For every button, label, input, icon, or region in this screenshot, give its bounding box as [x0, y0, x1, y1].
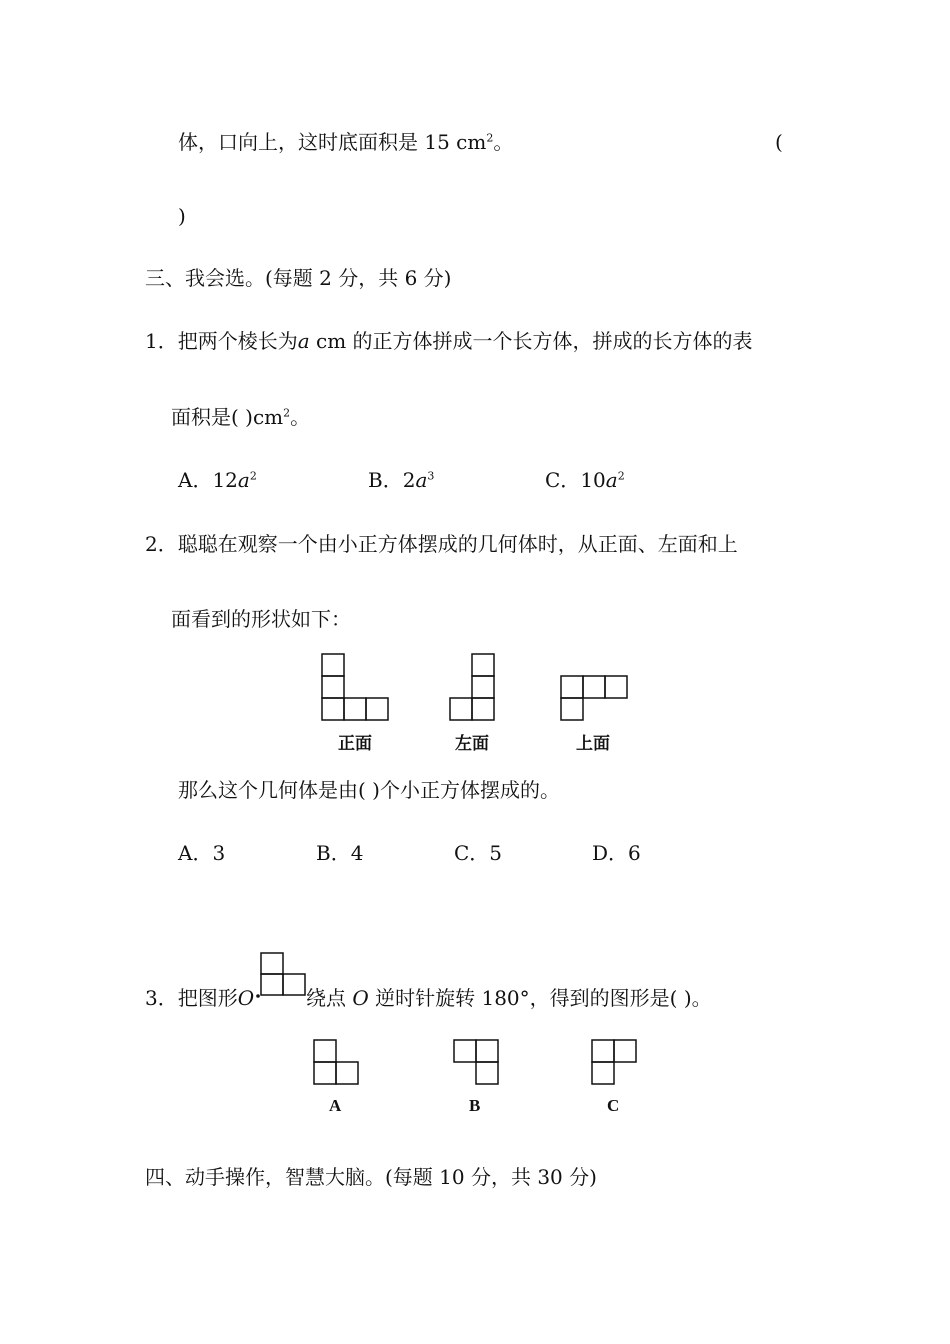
q3-point-o: O	[237, 986, 255, 1010]
q1-line2	[171, 404, 310, 430]
q1-number: 1．	[145, 329, 178, 353]
q2-line2: 面看到的形状如下：	[171, 607, 351, 631]
q3-text-a: 把图形	[177, 986, 238, 1010]
q1-line2-end: 。	[290, 405, 311, 429]
q3-original-figure	[256, 952, 308, 998]
continued-line	[178, 129, 513, 155]
q2-option-b[interactable]: B．4	[316, 841, 364, 865]
q1-option-c-exp: 2	[617, 469, 625, 483]
q2-line3: 那么这个几何体是由( )个小正方体摆成的。	[178, 778, 560, 802]
section3-heading: 三、我会选。(每题 2 分，共 6 分)	[145, 266, 452, 290]
q1-var: a	[297, 329, 310, 353]
q1-option-b-exp: 3	[427, 469, 435, 483]
q1-line2-sup: 2	[283, 406, 291, 420]
q3-choice-c-figure[interactable]	[592, 1040, 638, 1086]
q2-line1	[145, 531, 738, 557]
answer-close-paren: )	[178, 204, 186, 228]
q3-prefix	[145, 985, 254, 1011]
continued-end: 。	[493, 130, 514, 154]
left-view-figure	[450, 654, 496, 722]
q1-option-c-letter: C．	[545, 468, 581, 492]
q1-option-b-coef: 2	[402, 468, 416, 492]
front-view-figure	[322, 654, 390, 722]
continued-sup: 2	[486, 131, 494, 145]
q1-line1	[145, 328, 753, 354]
q3-suffix	[306, 985, 712, 1011]
top-view-label: 上面	[576, 734, 610, 754]
q1-option-a[interactable]	[178, 467, 257, 493]
q2-number: 2．	[145, 532, 178, 556]
top-view-figure	[561, 676, 629, 722]
q1-option-a-letter: A．	[178, 468, 213, 492]
section4-heading: 四、动手操作，智慧大脑。(每题 10 分，共 30 分)	[145, 1165, 597, 1189]
q1-text-b: cm 的正方体拼成一个长方体，拼成的长方体的表	[309, 329, 753, 353]
q1-option-c-var: a	[605, 468, 618, 492]
continued-text: 体，口向上，这时底面积是 15 cm	[178, 130, 487, 154]
left-view-label: 左面	[455, 734, 489, 754]
q3-text-b: 绕点	[306, 986, 353, 1010]
q1-option-a-exp: 2	[249, 469, 257, 483]
answer-open-paren: (	[775, 130, 783, 154]
q3-choice-a-figure[interactable]	[314, 1040, 360, 1086]
q1-option-c-coef: 10	[580, 468, 606, 492]
q3-point-o2: O	[352, 986, 369, 1010]
q3-choice-a-label: A	[329, 1096, 342, 1115]
q3-text-c: 逆时针旋转 180°，得到的图形是( )。	[368, 986, 712, 1010]
q3-choice-c-label: C	[607, 1096, 620, 1115]
q2-text: 聪聪在观察一个由小正方体摆成的几何体时，从正面、左面和上	[177, 532, 738, 556]
q1-line2-text: 面积是( )cm	[171, 405, 284, 429]
q1-text-a: 把两个棱长为	[177, 329, 298, 353]
front-view-label: 正面	[338, 734, 372, 754]
q1-option-a-coef: 12	[212, 468, 238, 492]
q2-option-d[interactable]: D．6	[592, 841, 641, 865]
q2-option-a[interactable]: A．3	[178, 841, 226, 865]
q3-number: 3．	[145, 986, 178, 1010]
q1-option-a-var: a	[237, 468, 250, 492]
q3-choice-b-figure[interactable]	[454, 1040, 500, 1086]
q3-choice-b-label: B	[469, 1096, 481, 1115]
q1-option-b[interactable]	[368, 467, 434, 493]
q1-option-b-var: a	[415, 468, 428, 492]
q1-option-b-letter: B．	[368, 468, 403, 492]
q1-option-c[interactable]	[545, 467, 625, 493]
q2-option-c[interactable]: C．5	[454, 841, 503, 865]
